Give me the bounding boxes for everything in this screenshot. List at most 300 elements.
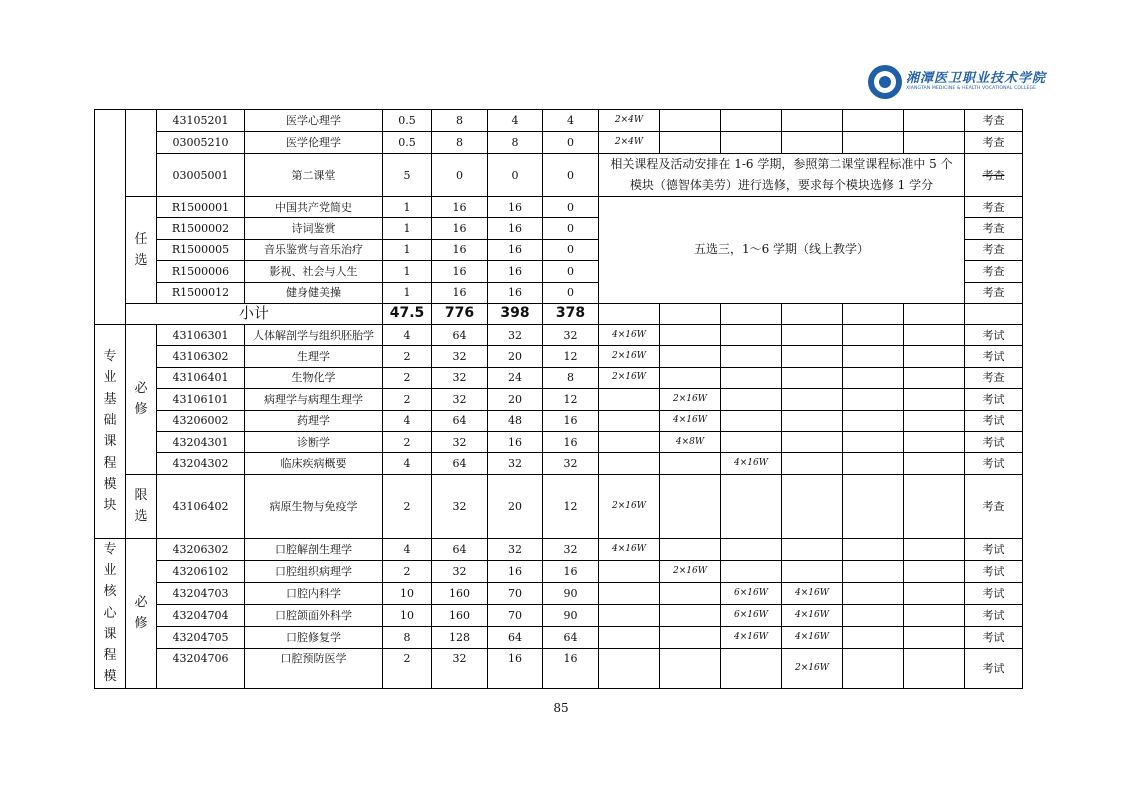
semester-1	[599, 649, 660, 688]
semester-1	[599, 582, 660, 604]
table-row	[95, 110, 1023, 132]
course-code: 43206102	[157, 560, 245, 582]
type-required	[126, 538, 157, 688]
vertical-char: 修	[134, 616, 148, 632]
semester-4	[782, 474, 843, 538]
practice-hours: 32	[543, 453, 599, 474]
subtotal-empty	[782, 303, 843, 324]
vertical-char: 模	[103, 476, 117, 492]
vertical-char: 课	[103, 626, 117, 642]
course-code: 43105201	[157, 110, 245, 132]
theory-hours: 4	[488, 110, 543, 132]
total-hours: 64	[432, 410, 488, 431]
credit: 10	[383, 582, 432, 604]
total-hours: 16	[432, 197, 488, 218]
theory-hours: 32	[488, 324, 543, 345]
semester-4: 4×16W	[782, 605, 843, 627]
credit: 8	[383, 627, 432, 649]
credit: 2	[383, 367, 432, 388]
practice-hours: 16	[543, 431, 599, 452]
semester-6	[904, 389, 965, 410]
credit: 10	[383, 605, 432, 627]
theory-hours: 20	[488, 346, 543, 367]
theory-hours: 24	[488, 367, 543, 388]
semester-3	[721, 649, 782, 688]
course-name: 健身健美操	[245, 282, 383, 303]
course-name: 第二课堂	[245, 154, 383, 197]
subtotal-empty	[965, 303, 1023, 324]
total-hours: 64	[432, 538, 488, 560]
semester-3	[721, 389, 782, 410]
semester-3	[721, 132, 782, 154]
course-code: R1500012	[157, 282, 245, 303]
practice-hours: 90	[543, 605, 599, 627]
course-code: 43206302	[157, 538, 245, 560]
semester-5	[843, 627, 904, 649]
course-code: 43204703	[157, 582, 245, 604]
online-elective-note: 五选三，1～6 学期（线上教学）	[599, 197, 965, 304]
semester-6	[904, 346, 965, 367]
credit: 2	[383, 346, 432, 367]
subtotal-empty	[721, 303, 782, 324]
total-hours: 8	[432, 110, 488, 132]
theory-hours: 64	[488, 627, 543, 649]
semester-6	[904, 367, 965, 388]
semester-6	[904, 453, 965, 474]
credit: 0.5	[383, 132, 432, 154]
semester-5	[843, 474, 904, 538]
semester-6	[904, 649, 965, 688]
exam-type: 考试	[965, 389, 1023, 410]
course-code: R1500002	[157, 218, 245, 239]
vertical-char: 核	[103, 584, 117, 600]
second-class-note: 相关课程及活动安排在 1-6 学期，参照第二课堂课程标准中 5 个模块（德智体美劳）进行选修，要求每个模块选修 1 学分	[599, 154, 965, 197]
semester-2: 4×8W	[660, 431, 721, 452]
credit: 5	[383, 154, 432, 197]
table-row	[95, 453, 1023, 474]
semester-5	[843, 410, 904, 431]
exam-type: 考试	[965, 431, 1023, 452]
semester-5	[843, 453, 904, 474]
semester-1	[599, 453, 660, 474]
semester-4: 4×16W	[782, 582, 843, 604]
course-name: 生理学	[245, 346, 383, 367]
total-hours: 32	[432, 649, 488, 688]
semester-1: 2×16W	[599, 474, 660, 538]
section-pro-base	[95, 324, 126, 538]
course-name: 药理学	[245, 410, 383, 431]
vertical-char: 程	[103, 648, 117, 664]
semester-2	[660, 110, 721, 132]
semester-4	[782, 560, 843, 582]
exam-type: 考查	[965, 367, 1023, 388]
total-hours: 32	[432, 474, 488, 538]
credit: 4	[383, 410, 432, 431]
semester-6	[904, 627, 965, 649]
semester-1: 2×4W	[599, 132, 660, 154]
exam-type: 考查	[965, 474, 1023, 538]
exam-type: 考试	[965, 582, 1023, 604]
total-hours: 32	[432, 367, 488, 388]
semester-4	[782, 389, 843, 410]
semester-1	[599, 431, 660, 452]
exam-type: 考试	[965, 346, 1023, 367]
practice-hours: 0	[543, 197, 599, 218]
credit: 4	[383, 324, 432, 345]
semester-6	[904, 431, 965, 452]
semester-3: 6×16W	[721, 582, 782, 604]
semester-6	[904, 560, 965, 582]
exam-type: 考试	[965, 453, 1023, 474]
subtotal-total-hours: 776	[432, 303, 488, 324]
section-cell-blank	[95, 110, 126, 325]
total-hours: 160	[432, 605, 488, 627]
exam-type: 考查	[965, 197, 1023, 218]
course-name: 口腔颌面外科学	[245, 605, 383, 627]
school-name: 湘潭医卫职业技术学院	[906, 71, 1047, 86]
course-name: 口腔解剖生理学	[245, 538, 383, 560]
practice-hours: 64	[543, 627, 599, 649]
theory-hours: 8	[488, 132, 543, 154]
table-row	[95, 605, 1023, 627]
semester-5	[843, 324, 904, 345]
semester-4	[782, 367, 843, 388]
credit: 1	[383, 239, 432, 260]
course-code: R1500005	[157, 239, 245, 260]
total-hours: 64	[432, 453, 488, 474]
type-cell-blank	[126, 110, 157, 197]
course-name: 病理学与病理生理学	[245, 389, 383, 410]
semester-4: 4×16W	[782, 627, 843, 649]
semester-3	[721, 538, 782, 560]
practice-hours: 12	[543, 346, 599, 367]
total-hours: 16	[432, 218, 488, 239]
practice-hours: 16	[543, 410, 599, 431]
vertical-char: 块	[103, 498, 117, 514]
practice-hours: 12	[543, 474, 599, 538]
credit: 4	[383, 453, 432, 474]
semester-4	[782, 410, 843, 431]
semester-6	[904, 110, 965, 132]
subtotal-row	[95, 303, 1023, 324]
course-code: 43204301	[157, 431, 245, 452]
exam-type: 考试	[965, 605, 1023, 627]
credit: 2	[383, 431, 432, 452]
course-code: 43204706	[157, 649, 245, 688]
credit: 1	[383, 218, 432, 239]
semester-6	[904, 582, 965, 604]
table-row	[95, 367, 1023, 388]
semester-1	[599, 560, 660, 582]
table-row	[95, 649, 1023, 688]
semester-4	[782, 431, 843, 452]
semester-5	[843, 582, 904, 604]
exam-type: 考试	[965, 538, 1023, 560]
semester-2	[660, 346, 721, 367]
semester-3	[721, 560, 782, 582]
table-row	[95, 627, 1023, 649]
semester-6	[904, 474, 965, 538]
course-name: 诗词鉴赏	[245, 218, 383, 239]
course-name: 口腔组织病理学	[245, 560, 383, 582]
table-row	[95, 560, 1023, 582]
practice-hours: 0	[543, 282, 599, 303]
semester-2	[660, 474, 721, 538]
total-hours: 8	[432, 132, 488, 154]
practice-hours: 0	[543, 154, 599, 197]
course-name: 人体解剖学与组织胚胎学	[245, 324, 383, 345]
table-row	[95, 389, 1023, 410]
practice-hours: 4	[543, 110, 599, 132]
semester-5	[843, 538, 904, 560]
semester-1	[599, 605, 660, 627]
type-required	[126, 324, 157, 474]
semester-2	[660, 367, 721, 388]
semester-2	[660, 605, 721, 627]
vertical-char: 选	[134, 509, 148, 525]
theory-hours: 16	[488, 431, 543, 452]
semester-6	[904, 538, 965, 560]
semester-3: 4×16W	[721, 627, 782, 649]
semester-5	[843, 605, 904, 627]
semester-3: 6×16W	[721, 605, 782, 627]
course-name: 临床疾病概要	[245, 453, 383, 474]
table-row	[95, 324, 1023, 345]
semester-2: 2×16W	[660, 560, 721, 582]
vertical-char: 专	[103, 541, 117, 557]
course-code: 43106101	[157, 389, 245, 410]
semester-1: 4×16W	[599, 538, 660, 560]
practice-hours: 32	[543, 324, 599, 345]
semester-6	[904, 410, 965, 431]
theory-hours: 16	[488, 261, 543, 282]
theory-hours: 16	[488, 649, 543, 688]
semester-2	[660, 538, 721, 560]
school-logo	[868, 64, 1047, 104]
vertical-char: 基	[103, 391, 117, 407]
total-hours: 32	[432, 389, 488, 410]
semester-2: 4×16W	[660, 410, 721, 431]
exam-type: 考试	[965, 649, 1023, 688]
semester-4	[782, 110, 843, 132]
course-code: 43204704	[157, 605, 245, 627]
semester-3	[721, 474, 782, 538]
semester-4	[782, 346, 843, 367]
practice-hours: 0	[543, 218, 599, 239]
total-hours: 160	[432, 582, 488, 604]
theory-hours: 70	[488, 605, 543, 627]
course-name: 医学心理学	[245, 110, 383, 132]
course-name: 音乐鉴赏与音乐治疗	[245, 239, 383, 260]
course-code: 43106301	[157, 324, 245, 345]
vertical-char: 模	[103, 669, 117, 685]
semester-6	[904, 605, 965, 627]
total-hours: 64	[432, 324, 488, 345]
semester-2: 2×16W	[660, 389, 721, 410]
total-hours: 16	[432, 239, 488, 260]
course-name: 影视、社会与人生	[245, 261, 383, 282]
practice-hours: 0	[543, 261, 599, 282]
semester-1: 2×16W	[599, 346, 660, 367]
total-hours: 16	[432, 261, 488, 282]
total-hours: 128	[432, 627, 488, 649]
credit: 2	[383, 649, 432, 688]
semester-2	[660, 324, 721, 345]
semester-3: 4×16W	[721, 453, 782, 474]
practice-hours: 12	[543, 389, 599, 410]
credit: 1	[383, 282, 432, 303]
semester-5	[843, 110, 904, 132]
semester-5	[843, 132, 904, 154]
theory-hours: 20	[488, 389, 543, 410]
semester-1: 2×4W	[599, 110, 660, 132]
vertical-char: 业	[103, 562, 117, 578]
type-elective	[126, 197, 157, 304]
table-row	[95, 538, 1023, 560]
course-code: 43106401	[157, 367, 245, 388]
school-emblem-icon	[868, 65, 902, 99]
table-row	[95, 154, 1023, 197]
practice-hours: 16	[543, 560, 599, 582]
practice-hours: 8	[543, 367, 599, 388]
semester-5	[843, 346, 904, 367]
theory-hours: 16	[488, 239, 543, 260]
semester-5	[843, 431, 904, 452]
subtotal-empty	[843, 303, 904, 324]
semester-2	[660, 627, 721, 649]
vertical-char: 程	[103, 455, 117, 471]
semester-3	[721, 346, 782, 367]
subtotal-empty	[599, 303, 660, 324]
course-code: 03005001	[157, 154, 245, 197]
practice-hours: 16	[543, 649, 599, 688]
vertical-char: 选	[134, 252, 148, 268]
course-name: 生物化学	[245, 367, 383, 388]
table-row	[95, 431, 1023, 452]
theory-hours: 0	[488, 154, 543, 197]
credit: 4	[383, 538, 432, 560]
course-code: R1500006	[157, 261, 245, 282]
semester-1	[599, 627, 660, 649]
course-name: 病原生物与免疫学	[245, 474, 383, 538]
table-row	[95, 582, 1023, 604]
course-code: 03005210	[157, 132, 245, 154]
exam-type: 考试	[965, 324, 1023, 345]
school-name-en: XIANGTAN MEDICINE & HEALTH VOCATIONAL COLLEGE	[906, 86, 1037, 91]
semester-5	[843, 649, 904, 688]
course-name: 医学伦理学	[245, 132, 383, 154]
table-row	[95, 132, 1023, 154]
table-row	[95, 474, 1023, 538]
section-pro-core	[95, 538, 126, 688]
semester-2	[660, 453, 721, 474]
theory-hours: 16	[488, 197, 543, 218]
theory-hours: 48	[488, 410, 543, 431]
subtotal-theory-hours: 398	[488, 303, 543, 324]
exam-type: 考查	[965, 218, 1023, 239]
vertical-char: 础	[103, 413, 117, 429]
total-hours: 16	[432, 282, 488, 303]
semester-4	[782, 453, 843, 474]
credit: 0.5	[383, 110, 432, 132]
vertical-char: 限	[134, 487, 148, 503]
credit: 1	[383, 197, 432, 218]
course-name: 口腔内科学	[245, 582, 383, 604]
vertical-char: 修	[134, 402, 148, 418]
vertical-char: 必	[134, 594, 148, 610]
semester-2	[660, 649, 721, 688]
course-name: 口腔修复学	[245, 627, 383, 649]
semester-6	[904, 324, 965, 345]
subtotal-practice-hours: 378	[543, 303, 599, 324]
course-code: 43106402	[157, 474, 245, 538]
theory-hours: 16	[488, 560, 543, 582]
total-hours: 0	[432, 154, 488, 197]
course-code: 43106302	[157, 346, 245, 367]
semester-5	[843, 367, 904, 388]
course-code: R1500001	[157, 197, 245, 218]
vertical-char: 专	[103, 349, 117, 365]
vertical-char: 业	[103, 370, 117, 386]
semester-3	[721, 431, 782, 452]
exam-type: 考试	[965, 560, 1023, 582]
theory-hours: 16	[488, 282, 543, 303]
vertical-char: 心	[103, 605, 117, 621]
semester-2	[660, 132, 721, 154]
exam-type: 考查	[965, 282, 1023, 303]
semester-4: 2×16W	[782, 649, 843, 688]
exam-type: 考试	[965, 410, 1023, 431]
subtotal-empty	[904, 303, 965, 324]
credit: 2	[383, 474, 432, 538]
table-row	[95, 410, 1023, 431]
exam-type: 考查	[965, 154, 1023, 197]
subtotal-credit: 47.5	[383, 303, 432, 324]
theory-hours: 32	[488, 453, 543, 474]
vertical-char: 课	[103, 434, 117, 450]
exam-type: 考试	[965, 627, 1023, 649]
subtotal-label: 小计	[126, 303, 383, 324]
table-row	[95, 197, 1023, 218]
semester-3	[721, 367, 782, 388]
exam-type: 考查	[965, 261, 1023, 282]
semester-3	[721, 410, 782, 431]
semester-1: 4×16W	[599, 324, 660, 345]
course-code: 43204705	[157, 627, 245, 649]
semester-1	[599, 389, 660, 410]
total-hours: 32	[432, 431, 488, 452]
practice-hours: 90	[543, 582, 599, 604]
table-row	[95, 346, 1023, 367]
semester-1	[599, 410, 660, 431]
exam-type: 考查	[965, 110, 1023, 132]
subtotal-empty	[660, 303, 721, 324]
semester-1: 2×16W	[599, 367, 660, 388]
semester-2	[660, 582, 721, 604]
semester-4	[782, 538, 843, 560]
course-name: 中国共产党简史	[245, 197, 383, 218]
vertical-char: 必	[134, 381, 148, 397]
credit: 2	[383, 560, 432, 582]
exam-type: 考查	[965, 239, 1023, 260]
practice-hours: 32	[543, 538, 599, 560]
semester-6	[904, 132, 965, 154]
vertical-char: 任	[134, 231, 148, 247]
semester-4	[782, 132, 843, 154]
course-name: 口腔预防医学	[245, 649, 383, 688]
theory-hours: 16	[488, 218, 543, 239]
practice-hours: 0	[543, 132, 599, 154]
